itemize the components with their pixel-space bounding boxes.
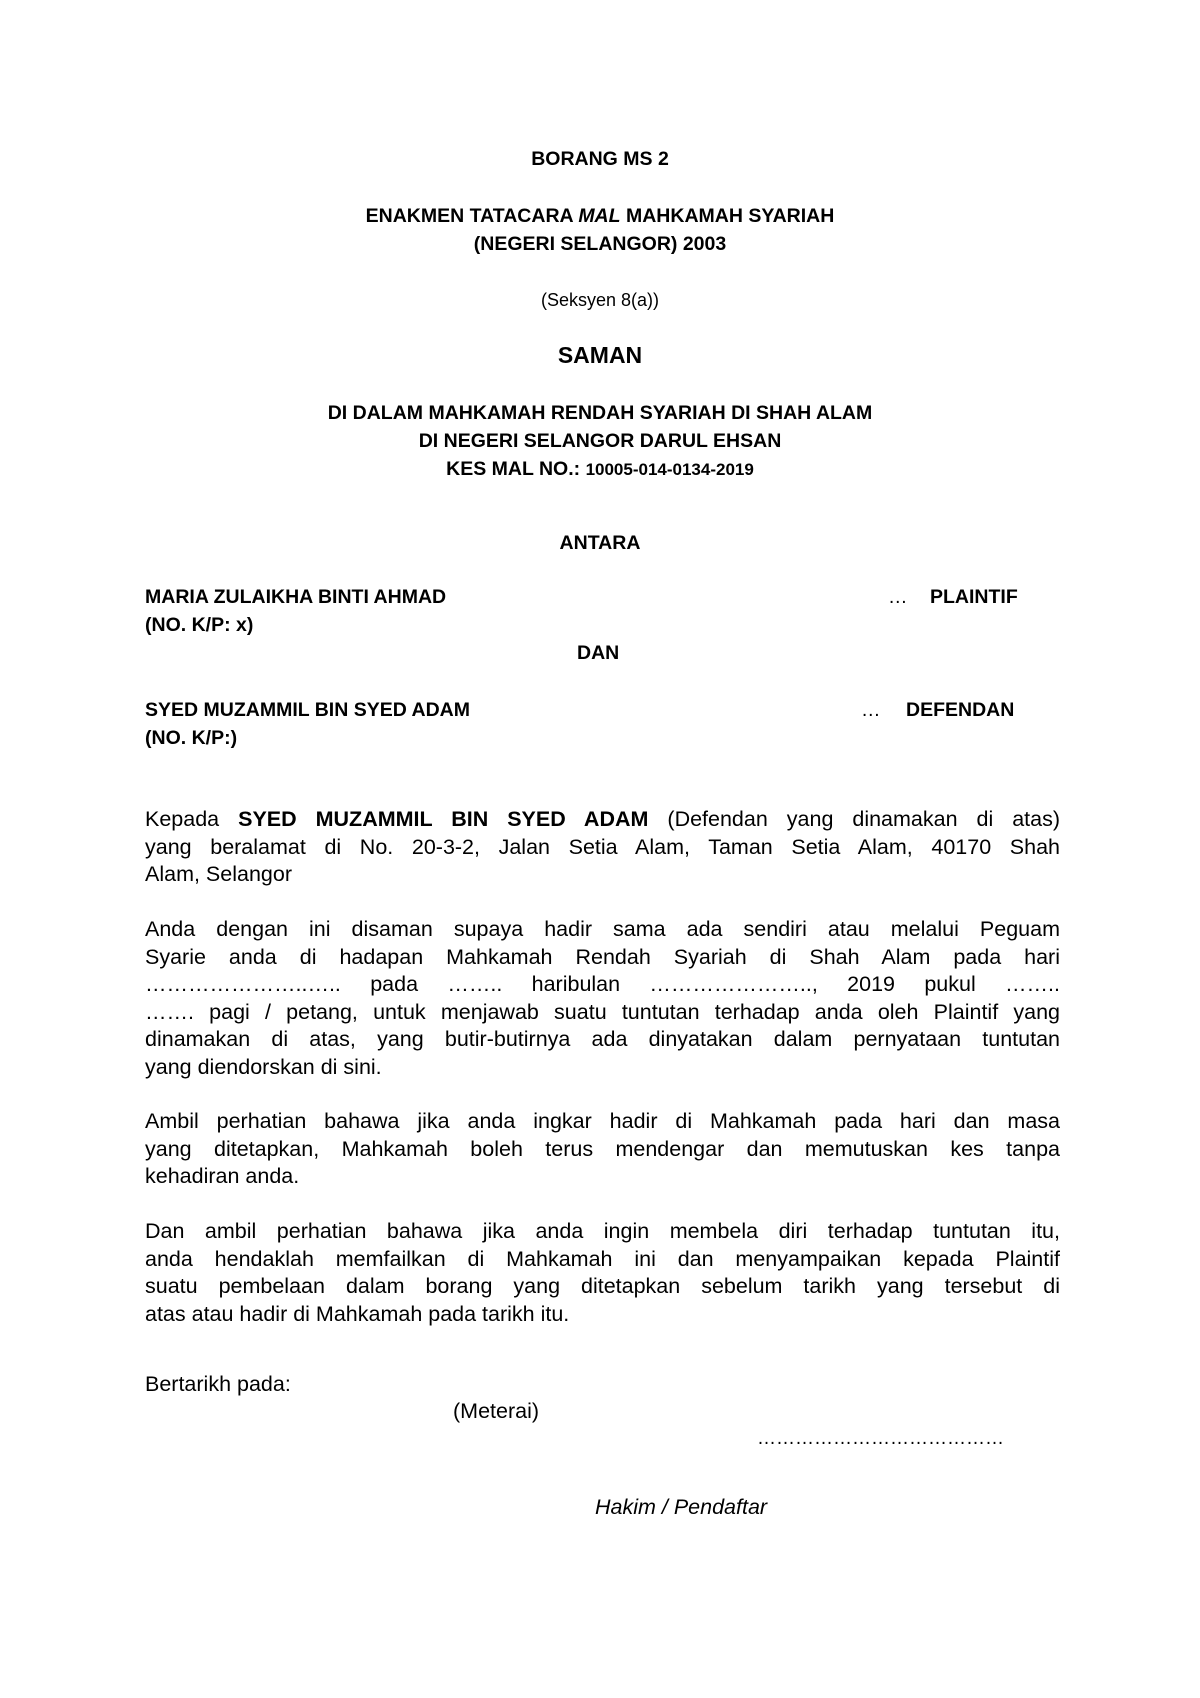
p2-line-5: dinamakan di atas, yang butir-butirnya ada dinyatakan dalam pernyataan tuntutan [145, 1027, 1060, 1051]
court-state: DI NEGERI SELANGOR DARUL EHSAN [418, 430, 782, 452]
seal-label: (Meterai) [453, 1399, 540, 1423]
document-title: SAMAN [557, 342, 643, 368]
p2-line-4: ……. pagi / petang, untuk menjawab suatu tuntutan terhadap anda oleh Plaintif yang [145, 999, 1060, 1024]
court-name: DI DALAM MAHKAMAH RENDAH SYARIAH DI SHAH ALAM [327, 402, 873, 424]
enactment-year: (NEGERI SELANGOR) 2003 [473, 233, 727, 255]
plaintiff-role: PLAINTIF [930, 586, 1018, 608]
p4-line-3: suatu pembelaan dalam borang yang ditetapkan sebelum tarikh yang tersebut di [145, 1274, 1060, 1298]
p2-line-6: yang diendorskan di sini. [145, 1054, 382, 1079]
enactment-post: MAHKAMAH SYARIAH [620, 205, 835, 227]
p4-line-2: anda hendaklah memfailkan di Mahkamah ini dan menyampaikan kepada Plaintif [145, 1246, 1060, 1271]
p2-line-3: …………………..….. pada …….. haribulan ………………….., 2019 pukul …….. [145, 972, 1060, 996]
between-label: ANTARA [559, 532, 641, 554]
enactment-italic: MAL [578, 205, 621, 227]
p1-line-1 [145, 806, 1060, 834]
p3-line-1: Ambil perhatian bahawa jika anda ingkar hadir di Mahkamah pada hari dan masa [145, 1109, 1060, 1133]
p1-pre: Kepada [145, 807, 239, 831]
p3-line-3: kehadiran anda. [145, 1164, 300, 1188]
plaintiff-name: MARIA ZULAIKHA BINTI AHMAD [145, 586, 447, 608]
paragraph-default-notice [145, 1108, 1060, 1191]
dated-label: Bertarikh pada: [145, 1372, 291, 1396]
p2-line-2: Syarie anda di hadapan Mahkamah Rendah Syariah di Shah Alam pada hari [145, 944, 1060, 969]
enactment-title [0, 205, 1200, 228]
defendant-role: DEFENDAN [906, 699, 1015, 721]
p3-line-2: yang ditetapkan, Mahkamah boleh terus mendengar dan memutuskan kes tanpa [145, 1136, 1060, 1161]
plaintiff-dots: … [888, 586, 908, 608]
paragraph-addressee [145, 806, 1060, 889]
p2-line-1: Anda dengan ini disaman supaya hadir sama ada sendiri atau melalui Peguam [145, 917, 1060, 941]
defendant-dots: … [861, 699, 881, 721]
defendant-id: (NO. K/P:) [145, 727, 238, 749]
p1-line-3: Alam, Selangor [145, 862, 292, 886]
form-title: BORANG MS 2 [531, 148, 669, 170]
defendant-name: SYED MUZAMMIL BIN SYED ADAM [145, 699, 471, 721]
p4-line-1: Dan ambil perhatian bahawa jika anda ingin membela diri terhadap tuntutan itu, [145, 1219, 1060, 1243]
and-label: DAN [577, 642, 620, 664]
enactment-pre: ENAKMEN TATACARA [365, 205, 579, 227]
p1-post: (Defendan yang dinamakan di atas) [648, 807, 1061, 831]
signature-line: ………………………………… [757, 1428, 1004, 1449]
paragraph-summons [145, 916, 1060, 1081]
p1-defendant-name: SYED MUZAMMIL BIN SYED ADAM [238, 807, 649, 831]
p1-line-2: yang beralamat di No. 20-3-2, Jalan Setia Alam, Taman Setia Alam, 40170 Shah [145, 834, 1060, 859]
case-number: 10005-014-0134-2019 [585, 460, 754, 479]
case-number-line [0, 458, 1200, 481]
section-reference: (Seksyen 8(a)) [540, 290, 660, 310]
paragraph-defence-notice [145, 1218, 1060, 1328]
signatory-title: Hakim / Pendaftar [595, 1495, 768, 1519]
case-label: KES MAL NO.: [446, 458, 586, 480]
plaintiff-id: (NO. K/P: x) [145, 614, 254, 636]
p4-line-4: atas atau hadir di Mahkamah pada tarikh itu. [145, 1301, 570, 1326]
